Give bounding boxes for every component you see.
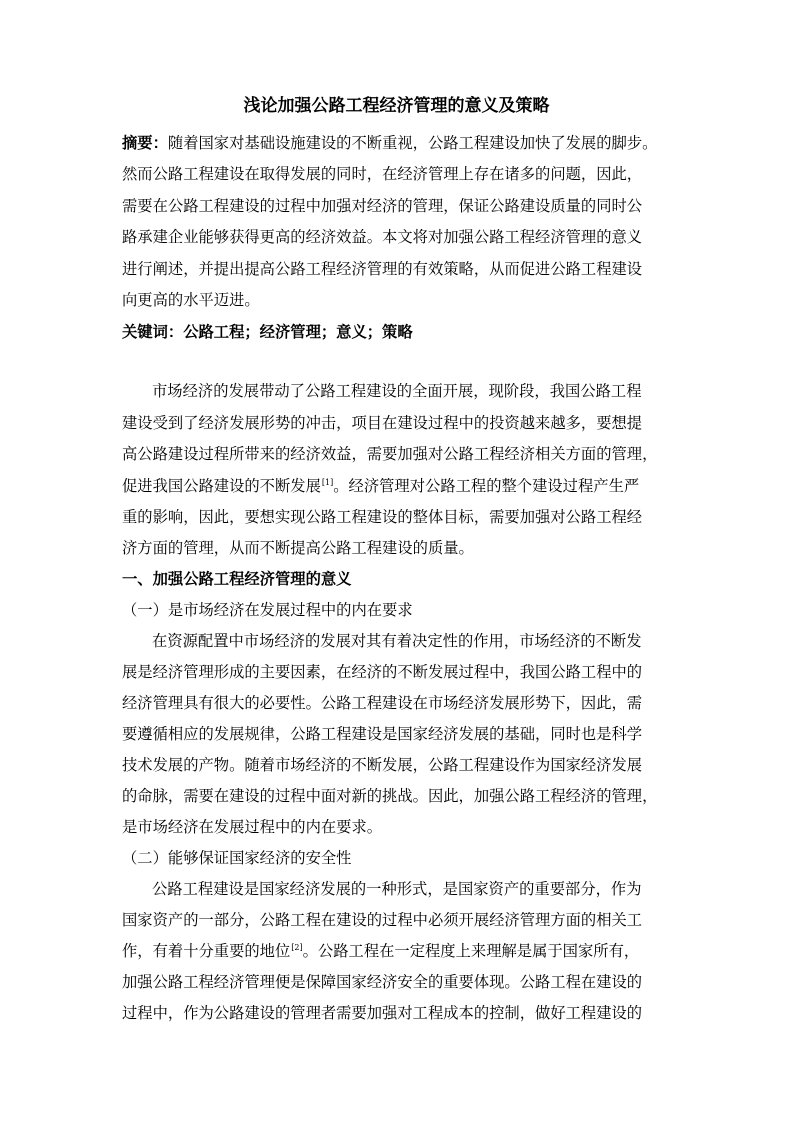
abstract-line-6: 向更高的水平迈进。 — [122, 291, 260, 309]
abstract-line-4: 路承建企业能够获得更高的经济效益。本文将对加强公路工程经济管理的意义 — [122, 228, 643, 246]
abstract-text: 随着国家对基础设施建设的不断重视，公路工程建设加快了发展的脚步。 — [167, 134, 658, 152]
abstract-line-2: 然而公路工程建设在取得发展的同时，在经济管理上存在诸多的问题，因此， — [122, 165, 643, 183]
sub2-line-4: 加强公路工程经济管理便是保障国家经济安全的重要体现。公路工程在建设的 — [122, 973, 643, 991]
sub1-line-1: 在资源配置中市场经济的发展对其有着决定性的作用，市场经济的不断发 — [152, 632, 642, 650]
intro-line-4 — [122, 475, 682, 497]
keywords: 关键词：公路工程；经济管理；意义；策略 — [122, 323, 413, 341]
intro-line-4-b: 。经济管理对公路工程的整个建设过程产生严 — [333, 477, 640, 495]
section-1-heading: 一、加强公路工程经济管理的意义 — [122, 570, 352, 588]
intro-line-6: 济方面的管理，从而不断提高公路工程建设的质量。 — [122, 539, 474, 557]
sub1-line-3: 经济管理具有很大的必要性。公路工程建设在市场经济发展形势下，因此，需 — [122, 694, 643, 712]
intro-line-5: 重的影响，因此，要想实现公路工程建设的整体目标，需要加强对公路工程经 — [122, 508, 643, 526]
sub2-line-3 — [122, 940, 682, 962]
intro-line-4-a: 促进我国公路建设的不断发展 — [122, 477, 321, 495]
abstract-label: 摘要： — [122, 134, 168, 152]
abstract-line-3: 需要在公路工程建设的过程中加强对经济的管理，保证公路建设质量的同时公 — [122, 197, 643, 215]
citation-ref-1: [1] — [321, 478, 334, 487]
intro-line-3: 高公路建设过程所带来的经济效益，需要加强对公路工程经济相关方面的管理， — [122, 445, 658, 463]
sub1-line-6: 的命脉，需要在建设的过程中面对新的挑战。因此，加强公路工程经济的管理， — [122, 787, 658, 805]
sub2-line-2: 国家资产的一部分，公路工程在建设的过程中必须开展经济管理方面的相关工 — [122, 911, 643, 929]
subsection-1-heading: （一）是市场经济在发展过程中的内在要求 — [122, 601, 413, 619]
sub1-line-5: 技术发展的产物。随着市场经济的不断发展，公路工程建设作为国家经济发展 — [122, 756, 643, 774]
intro-line-2: 建设受到了经济发展形势的冲击，项目在建设过程中的投资越来越多，要想提 — [122, 414, 643, 432]
citation-ref-2: [2] — [291, 943, 303, 952]
intro-line-1: 市场经济的发展带动了公路工程建设的全面开展，现阶段，我国公路工程 — [152, 382, 642, 400]
sub1-line-7: 是市场经济在发展过程中的内在要求。 — [122, 818, 383, 836]
sub2-line-5: 过程中，作为公路建设的管理者需要加强对工程成本的控制，做好工程建设的 — [122, 1004, 643, 1022]
sub2-line-3-a: 作，有着十分重要的地位 — [122, 942, 291, 960]
sub1-line-2: 展是经济管理形成的主要因素，在经济的不断发展过程中，我国公路工程中的 — [122, 663, 643, 681]
subsection-2-heading: （二）能够保证国家经济的安全性 — [122, 849, 352, 867]
sub1-line-4: 要遵循相应的发展规律，公路工程建设是国家经济发展的基础，同时也是科学 — [122, 725, 643, 743]
sub2-line-1: 公路工程建设是国家经济发展的一种形式，是国家资产的重要部分，作为 — [152, 880, 642, 898]
page-title: 浅论加强公路工程经济管理的意义及策略 — [243, 96, 550, 116]
abstract-line-1 — [122, 132, 682, 154]
abstract-line-5: 进行阐述，并提出提高公路工程经济管理的有效策略，从而促进公路工程建设 — [122, 260, 643, 278]
sub2-line-3-b: 。公路工程在一定程度上来理解是属于国家所有， — [302, 942, 640, 960]
